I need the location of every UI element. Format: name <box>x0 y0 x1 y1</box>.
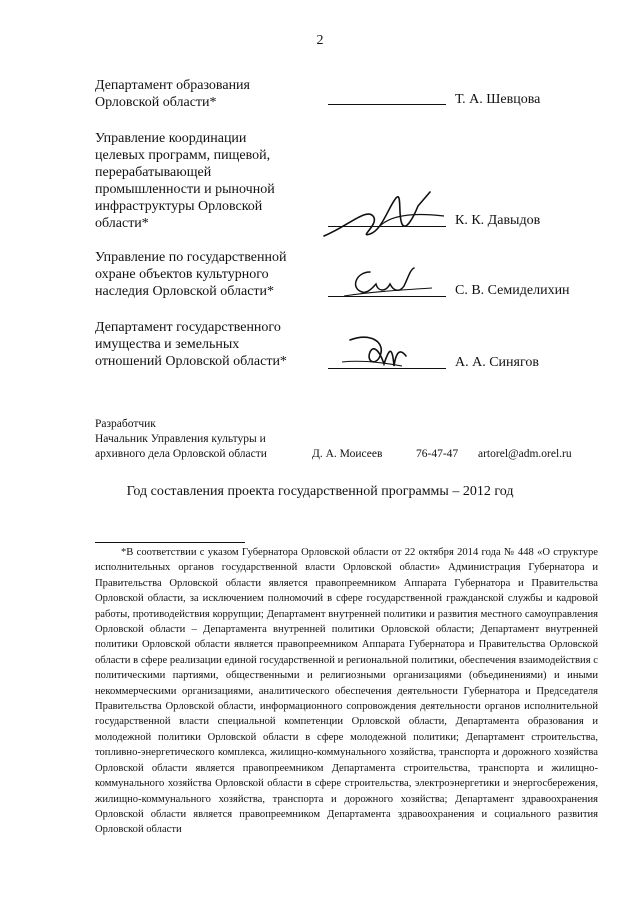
signatory-name: А. А. Синягов <box>455 355 539 370</box>
signature-line <box>328 104 446 105</box>
handwritten-signature <box>318 186 458 246</box>
developer-phone: 76-47-47 <box>416 448 459 460</box>
developer-label: Разработчик <box>95 418 156 430</box>
signatory-org-education: Департамент образования Орловской области* <box>95 78 250 110</box>
signatory-org-heritage: Управление по государственной охране объектов культурного наследия Орловской области* <box>95 250 287 299</box>
program-year-line: Год составления проекта государственной программы – 2012 год <box>126 484 514 499</box>
signatory-org-property: Департамент государственного имущества и земельных отношений Орловской области* <box>95 320 287 369</box>
signatory-name: К. К. Давыдов <box>455 213 541 228</box>
footnote: *В соответствии с указом Губернатора Орловской области от 22 октября 2014 года № 448 «О структуре исполнительных органов государственной власти Орловской области» Администрация Губернатора и Правительства Орловской области является правопреемником Аппарата Губернатора и Правительства Орловской области, за исключением полномочий в сфере государственной гражданской службы и кадровой работы, противодействия коррупции; Департамент внутренней политики и развития местного самоуправления Орловской области – Департамента внутренней политики Орловской области; Департамент внутренней политики Орловской области является правопреемником Аппарата Губернатора и Правительства Орловской области в сфере реализации единой государственной и региональной политики, обеспечения взаимодействия с политическими партиями, общественными и религиозными организациями (объединениями) и иными некоммерческими организациями, аналитического обеспечения деятельности Губернатора и Председателя Правительства Орловской области, информационного сопровождения деятельности органов исполнительной государственной власти специальной компетенции Орловской области, Департамента образования и молодежной политики Орловской области в сфере молодежной политики; Департамент строительства, топливно-энергетического комплекса, жилищно-коммунального хозяйства, транспорта и дорожного хозяйства Орловской области является правопреемником Департамента строительства, транспорта и жилищно-коммунального хозяйства Орловской области в сфере строительства, электроэнергетики и энергосбережения, жилищно-коммунального хозяйства, транспорта и дорожного хозяйства; Департамент здравоохранения Орловской области является правопреемником Департамента здравоохранения и социального развития Орловской области <box>95 547 598 836</box>
handwritten-signature <box>340 262 440 306</box>
footnote-separator <box>95 542 245 543</box>
signatory-org-programs: Управление координации целевых программ, пищевой, перерабатывающей промышленности и рыночной инфраструктуры Орловской области* <box>95 131 275 231</box>
developer-position: архивного дела Орловской области <box>95 448 267 460</box>
developer-position: Начальник Управления культуры и <box>95 433 266 445</box>
signatory-name: Т. А. Шевцова <box>455 92 541 107</box>
signatory-name: С. В. Семиделихин <box>455 283 570 298</box>
handwritten-signature <box>340 322 430 382</box>
developer-email: artorel@adm.orel.ru <box>478 448 572 460</box>
page-number: 2 <box>316 33 324 48</box>
developer-name: Д. А. Моисеев <box>312 448 383 460</box>
